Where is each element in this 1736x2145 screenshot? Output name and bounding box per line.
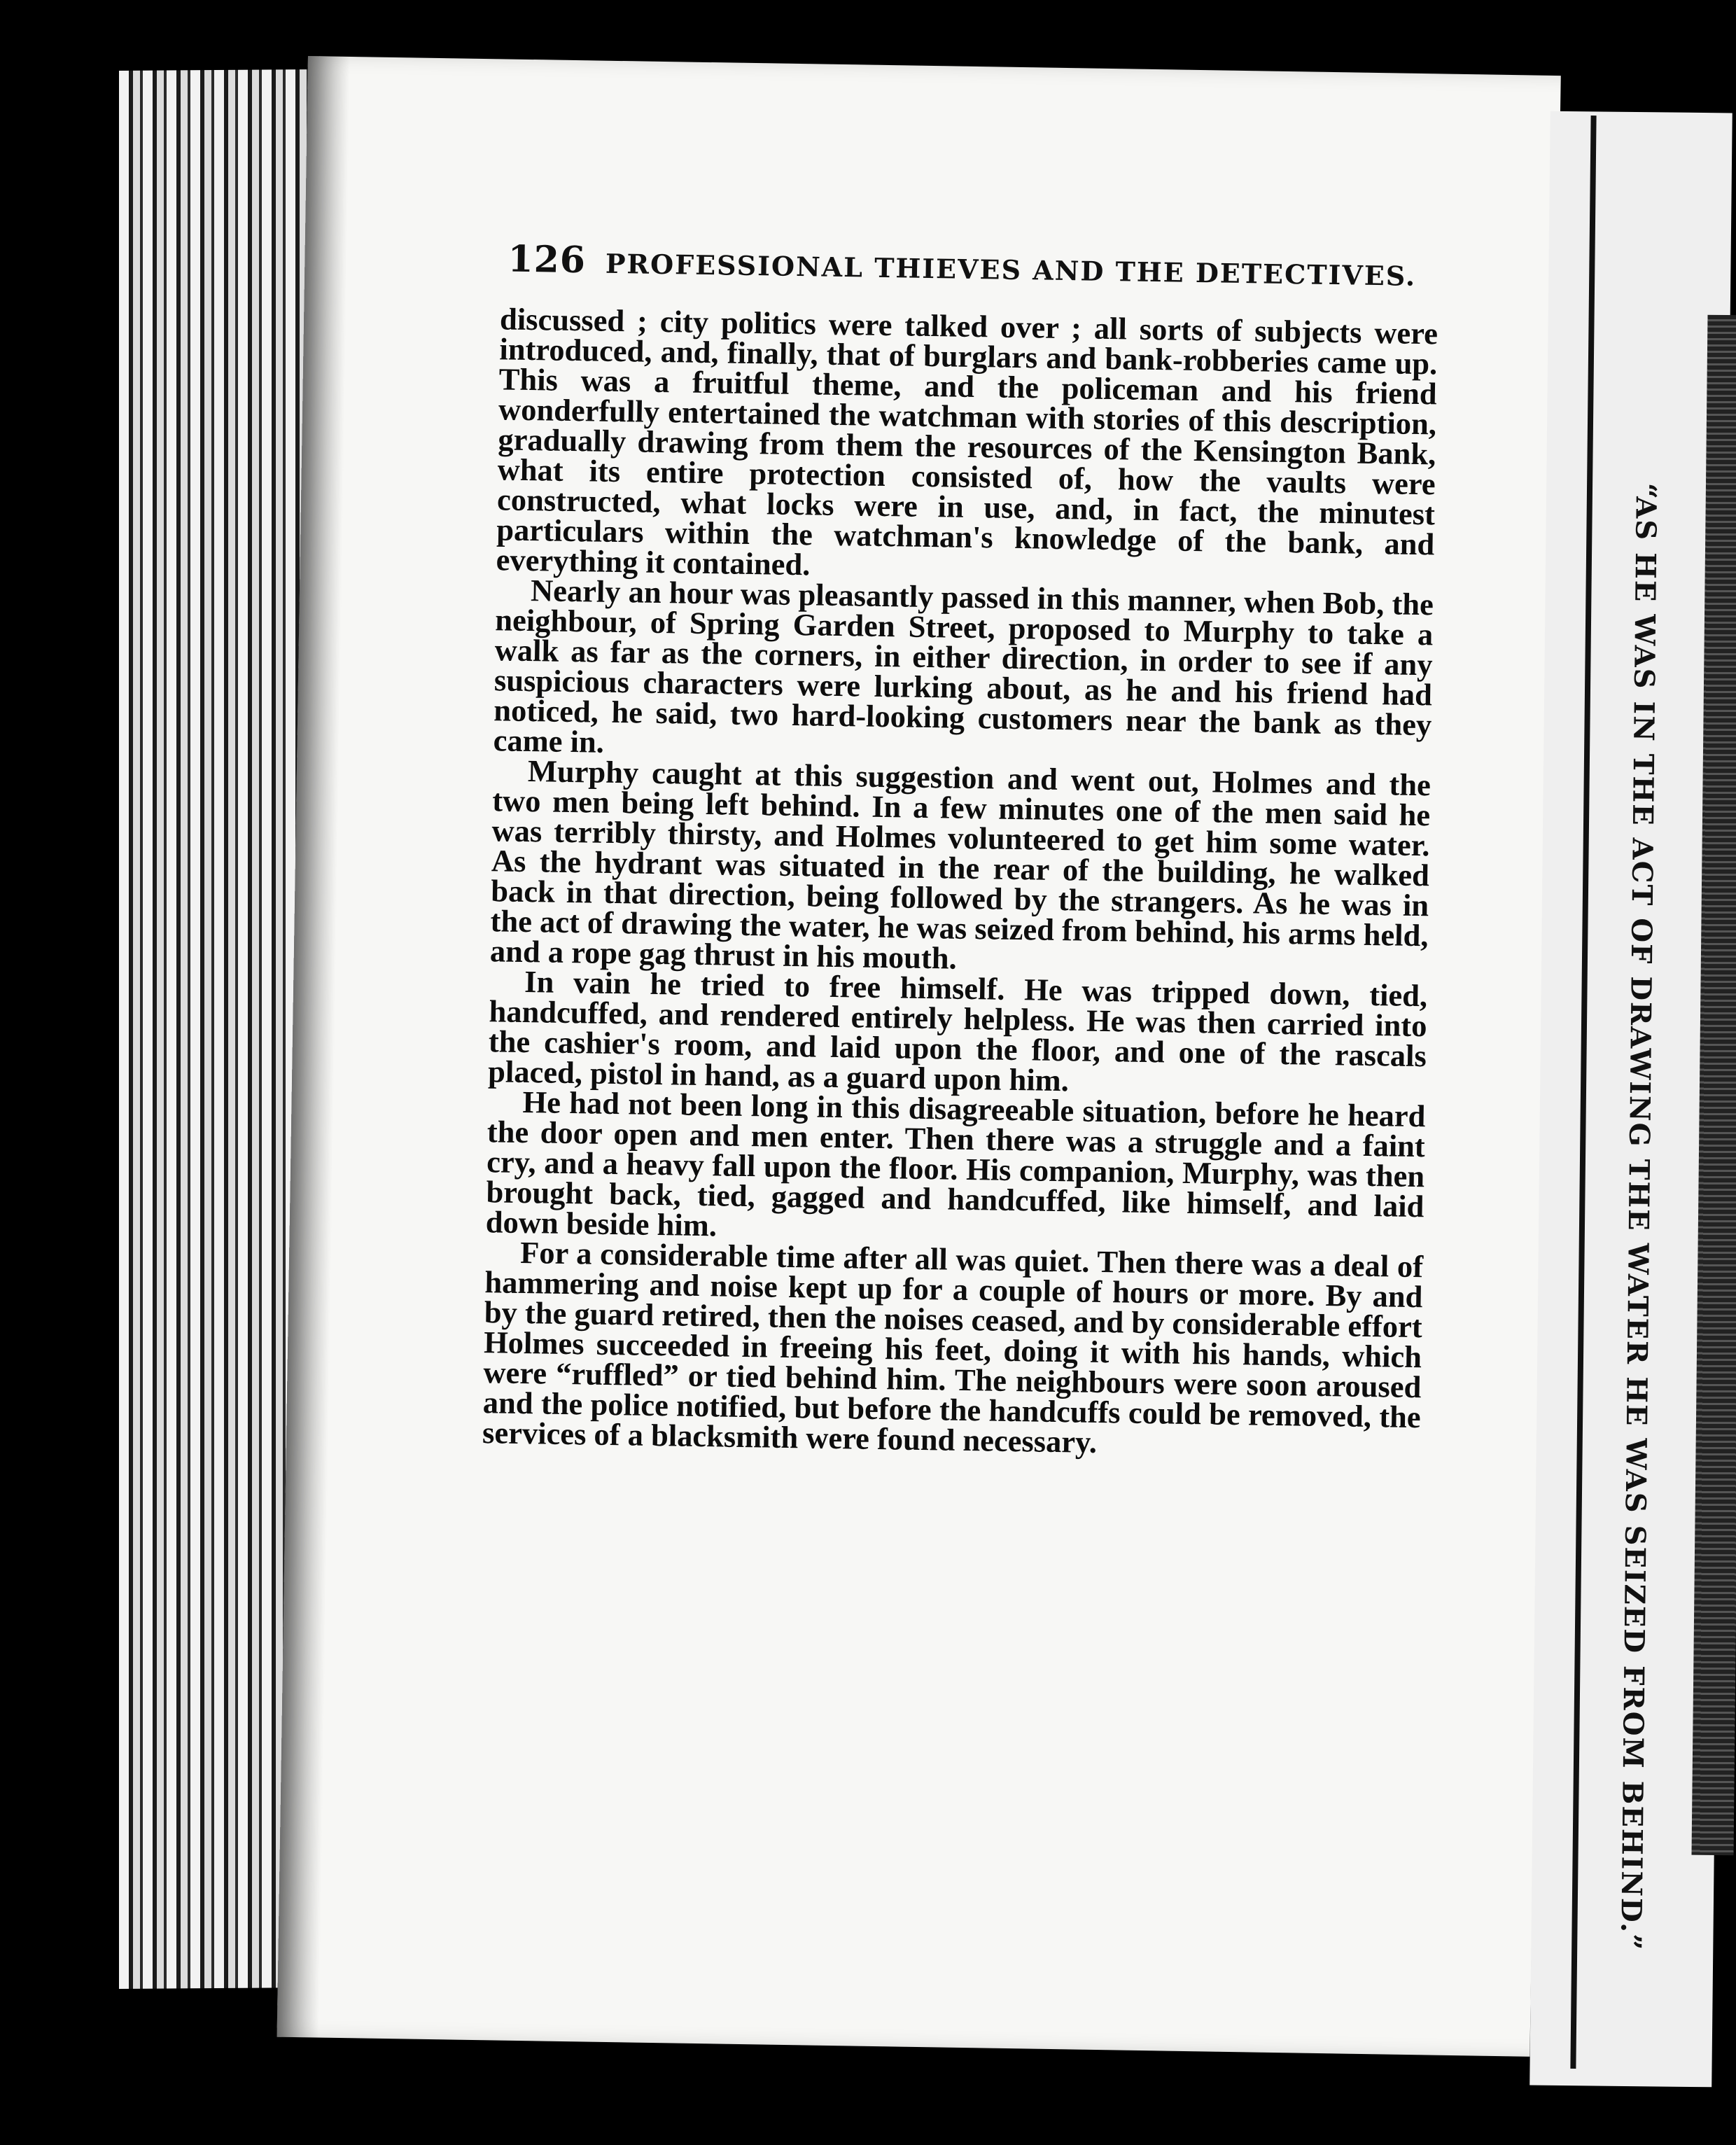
- paragraph: In vain he tried to free himself. He was tripped down, tied, handcuffed, and rendered entirely helpless. He was then carried into the cashier's room, and laid upon the floor, and one of the rascals placed, pistol in hand, as a guard upon him.: [487, 964, 1428, 1098]
- paragraph: discussed ; city politics were talked over ; all sorts of subjects were introduced, and, finally, that of burglars and bank-robberies came up. This was a fruitful theme, and the policeman and his friend wonderfully entertained the watchman with stories of this description, gradually drawing from them the resources of the Kensington Bank, what its entire protection consisted of, how the vaults were constructed, what locks were in use, and, in fact, the minutest particulars within the watchman's knowledge of the bank, and everything it contained.: [496, 301, 1438, 582]
- running-title: PROFESSIONAL THIEVES AND THE DETECTIVES.: [605, 247, 1417, 292]
- paragraph: He had not been long in this disagreeable situation, before he heard the door open and men enter. Then there was a struggle and a faint cry, and a heavy fall upon the floor. His companion, Murphy, was then brought back, tied, gagged and handcuffed, like himself, and laid down beside him.: [485, 1084, 1426, 1243]
- paragraph: For a considerable time after all was quiet. Then there was a deal of hammering and noise kept up for a couple of hours or more. By and by the guard retired, then the noises ceased, and by considerable effort Holmes succeeded in freeing his feet, doing it with his hands, which were “ruffled” or tied behind him. The neighbours were soon aroused and the police notified, but before the handcuffs could be removed, the services of a blacksmith were found necessary.: [482, 1234, 1424, 1460]
- paragraph: Murphy caught at this suggestion and went out, Holmes and the two men being left behind. In a few minutes one of the men said he was terribly thirsty, and Holmes volunteered to get him some water. As the hydrant was situated in the rear of the building, he walked back in that direction, being followed by the strangers. As he was in the act of drawing the water, he was seized from behind, his arms held, and a rope gag thrust in his mouth.: [489, 753, 1432, 976]
- page-header: [507, 238, 1418, 295]
- plate-caption: “AS HE WAS IN THE ACT OF DRAWING THE WATER HE WAS SEIZED FROM BEHIND.”: [1614, 482, 1662, 1952]
- paragraph: Nearly an hour was pleasantly passed in this manner, when Bob, the neighbour, of Spring Garden Street, proposed to Murphy to take a walk as far as the corners, in either direction, in order to see if any suspicious characters were lurking about, as he and his friend had noticed, he said, two hard-looking customers near the bank as they came in.: [493, 573, 1434, 760]
- book-page: [277, 56, 1561, 2057]
- body-text: [482, 301, 1438, 1462]
- page-number: 126: [507, 237, 587, 282]
